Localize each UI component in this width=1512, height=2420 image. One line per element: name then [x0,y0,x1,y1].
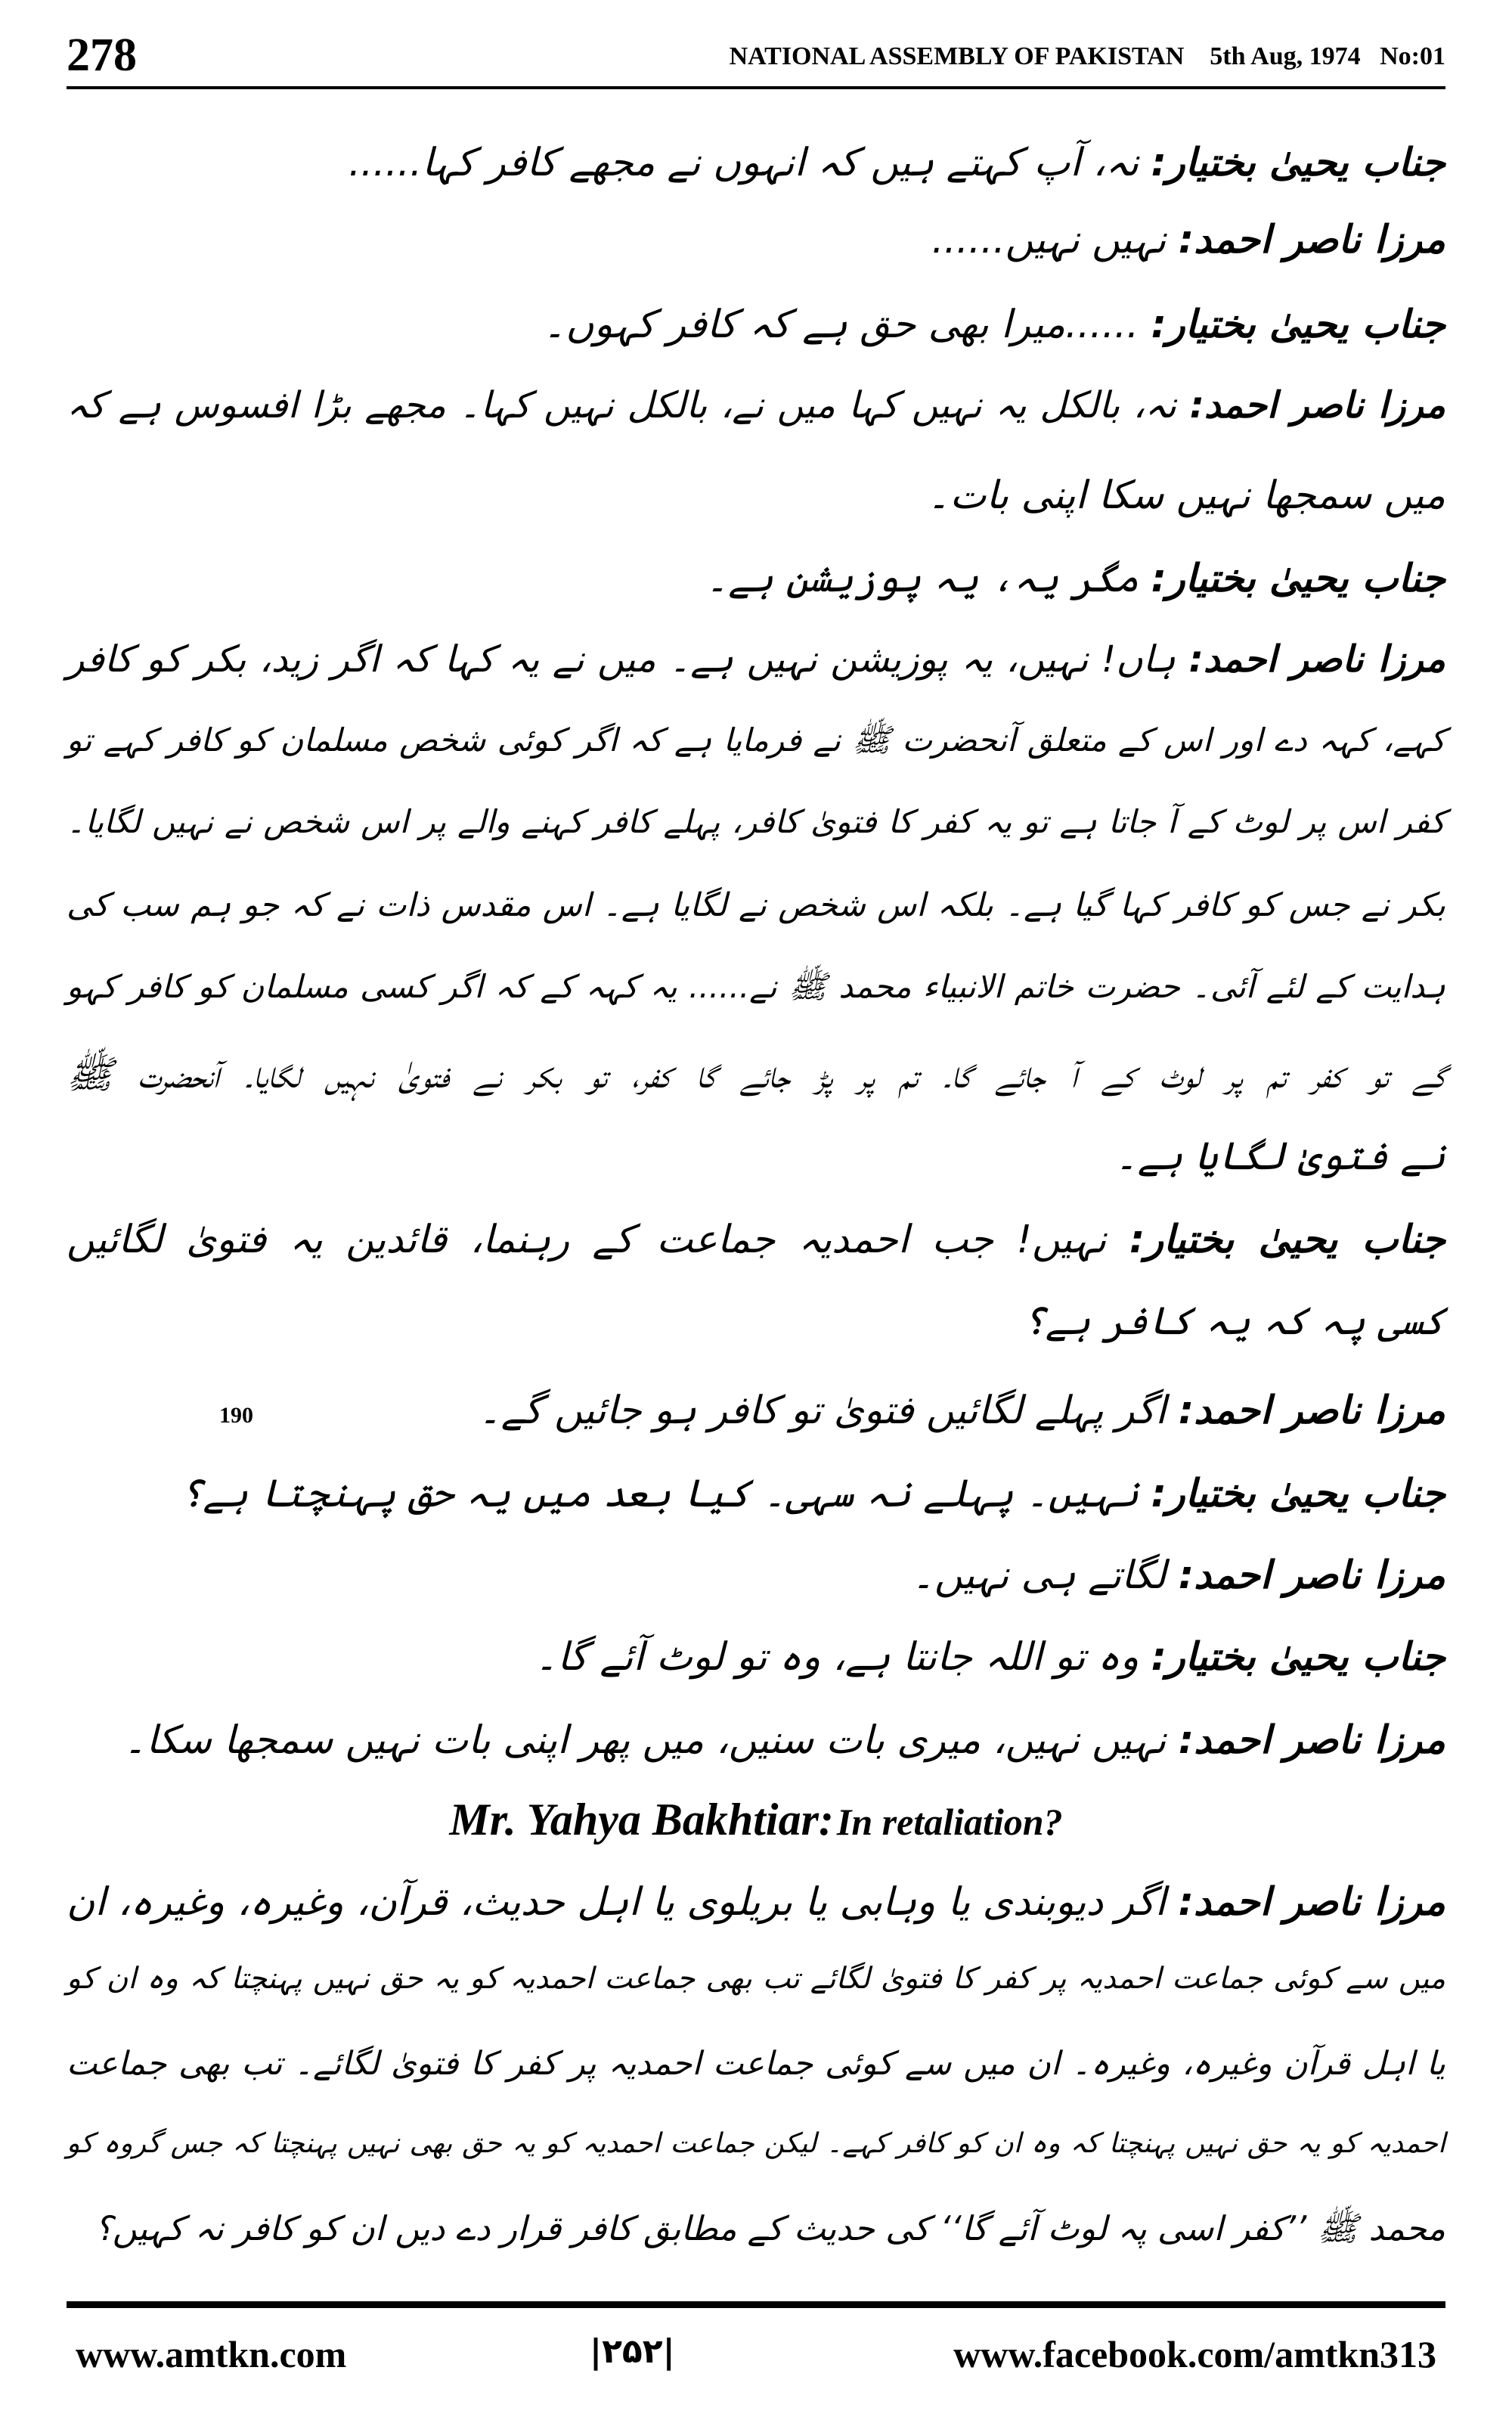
page-number: 278 [67,29,137,81]
line-text: احمدیہ کو یہ حق نہیں پہنچتا کہ وہ ان کو کافر کہے۔ لیکن جماعت احمدیہ کو یہ حق بھی نہیں پہنچتا کہ جس گروہ کو [67,2127,1445,2159]
dialogue-line [912,1553,1445,1598]
dialogue-line [67,1880,1446,1925]
line-text: نہ، آپ کہتے ہیں کہ انہوں نے مجھے کافر کہا...... [348,141,1151,185]
line-text: میں سمجھا نہیں سکا اپنی بات۔ [927,473,1445,518]
line-text: لگاتے ہی نہیں۔ [912,1553,1179,1598]
line-text: کفر اس پر لوٹ کے آ جاتا ہے تو یہ کفر کا فتویٰ کافر، پہلے کافر کہنے والے پر اس شخص نے نہیں لگایا۔ [67,803,1445,840]
speaker-name: مرزا ناصر احمد: [1188,638,1445,681]
dialogue-line [67,803,1445,840]
dialogue-line [479,1388,1445,1433]
dialogue-line [927,473,1445,518]
dialogue-line [67,384,1445,427]
dialogue-line [67,1053,1445,1097]
line-text: مگر یہ، یہ پوزیشن ہے۔ [705,557,1151,601]
dialogue-line [67,2127,1445,2159]
speaker-name: جناب یحییٰ بختیار: [1151,1472,1445,1516]
line-text: کسی پہ کہ یہ کافر ہے؟ [1022,1299,1445,1344]
line-text: یا اہل قرآن وغیرہ، وغیرہ۔ ان میں سے کوئی جماعت احمدیہ پر کفر کا فتویٰ لگائے۔ تب بھی جماعت [67,2045,1445,2083]
dialogue-line [931,218,1445,262]
speaker-name: مرزا ناصر احمد: [1178,1718,1445,1763]
line-text: وہ تو اللہ جانتا ہے، وہ تو لوٹ آئے گا۔ [534,1635,1151,1680]
line-text: نہیں نہیں، میری بات سنیں، میں پھر اپنی بات نہیں سمجھا سکا۔ [123,1718,1179,1763]
dialogue-line [67,1218,1446,1262]
dialogue-line [123,1718,1445,1763]
line-text: ہدایت کے لئے آئی۔ حضرت خاتم الانبیاء محمد ﷺ نے...... یہ کہہ کے کہ اگر کسی مسلمان کو کافر کہو [67,968,1445,1005]
dialogue-line [705,557,1445,601]
line-text: گے تو کفر تم پر لوٹ کے آ جائے گا۔ تم پر پڑ جائے گا کفر، تو بکر نے فتویٰ نہیں لگایا۔ آنحضرت ﷺ [67,1053,1445,1097]
dialogue-line [94,2210,1445,2248]
speaker-name: مرزا ناصر احمد: [1189,384,1445,427]
english-speaker: Mr. Yahya Bakhtiar: [449,1795,834,1844]
dialogue-line [67,2045,1445,2083]
folio-number: |۲۵۲| [590,2332,675,2371]
line-text: ہاں! نہیں، یہ پوزیشن نہیں ہے۔ میں نے یہ کہا کہ اگر زید، بکر کو کافر [67,638,1189,681]
dialogue-line [348,141,1445,185]
dialogue-line [67,886,1445,924]
dialogue-line [67,1962,1445,1996]
speaker-name: جناب یحییٰ بختیار: [1151,302,1445,347]
line-text: بکر نے جس کو کافر کہا گیا ہے۔ بلکہ اس شخص نے لگایا ہے۔ اس مقدس ذات نے کہ جو ہم سب کی [67,886,1445,924]
line-text: محمد ﷺ ’’کفر اسی پہ لوٹ آئے گا‘‘ کی حدیث کے مطابق کافر قرار دے دیں ان کو کافر نہ کہیں؟ [94,2210,1445,2248]
speaker-name: جناب یحییٰ بختیار: [1129,1218,1446,1262]
facebook-link[interactable]: www.facebook.com/amtkn313 [953,2333,1436,2375]
line-text: اگر دیوبندی یا وہابی یا بریلوی یا اہل حدیث، قرآن، وغیرہ، وغیرہ، ان [67,1880,1179,1925]
english-text: In retaliation? [836,1801,1063,1843]
line-text: ......میرا بھی حق ہے کہ کافر کہوں۔ [543,302,1151,347]
footer-rule [67,2301,1445,2308]
speaker-name: جناب یحییٰ بختیار: [1151,1635,1445,1680]
speaker-name: جناب یحییٰ بختیار: [1151,557,1445,601]
line-text: نہیں نہیں...... [931,218,1179,262]
line-text: نہ، بالکل یہ نہیں کہا میں نے، بالکل نہیں کہا۔ مجھے بڑا افسوس ہے کہ [67,384,1190,427]
line-text: نے فتویٰ لگایا ہے۔ [1114,1134,1445,1179]
speaker-name: مرزا ناصر احمد: [1178,1553,1445,1598]
line-text: میں سے کوئی جماعت احمدیہ پر کفر کا فتویٰ لگائے تب بھی جماعت احمدیہ کو یہ حق نہیں پہنچتا کہ وہ ان کو [67,1962,1445,1996]
line-text: کہے، کہہ دے اور اس کے متعلق آنحضرت ﷺ نے فرمایا ہے کہ اگر کوئی شخص مسلمان کو کافر کہے تو [67,721,1445,759]
speaker-name: مرزا ناصر احمد: [1178,1880,1446,1925]
line-text: اگر پہلے لگائیں فتویٰ تو کافر ہو جائیں گے۔ [479,1388,1179,1433]
header-rule [67,86,1445,89]
line-text: نہیں۔ پہلے نہ سہی۔ کیا بعد میں یہ حق پہنچتا ہے؟ [180,1472,1151,1516]
page-footer [76,2332,1436,2385]
footnote-mark: 190 [219,1403,253,1428]
dialogue-line [1022,1299,1445,1344]
speaker-name: مرزا ناصر احمد: [1178,218,1445,262]
speaker-name: جناب یحییٰ بختیار: [1151,141,1445,185]
dialogue-line [543,302,1445,347]
dialogue-line [67,721,1445,759]
dialogue-line [1114,1134,1445,1179]
dialogue-line [534,1635,1445,1680]
dialogue-line [180,1472,1445,1516]
running-title: NATIONAL ASSEMBLY OF PAKISTAN 5th Aug, 1974 No:01 [729,42,1445,70]
line-text: نہیں! جب احمدیہ جماعت کے رہنما، قائدین یہ فتویٰ لگائیں [67,1218,1129,1262]
website-link[interactable]: www.amtkn.com [76,2333,347,2375]
dialogue-line [67,968,1445,1005]
dialogue-line [67,638,1445,681]
english-translation-line [0,1794,1512,1846]
speaker-name: مرزا ناصر احمد: [1178,1388,1445,1433]
